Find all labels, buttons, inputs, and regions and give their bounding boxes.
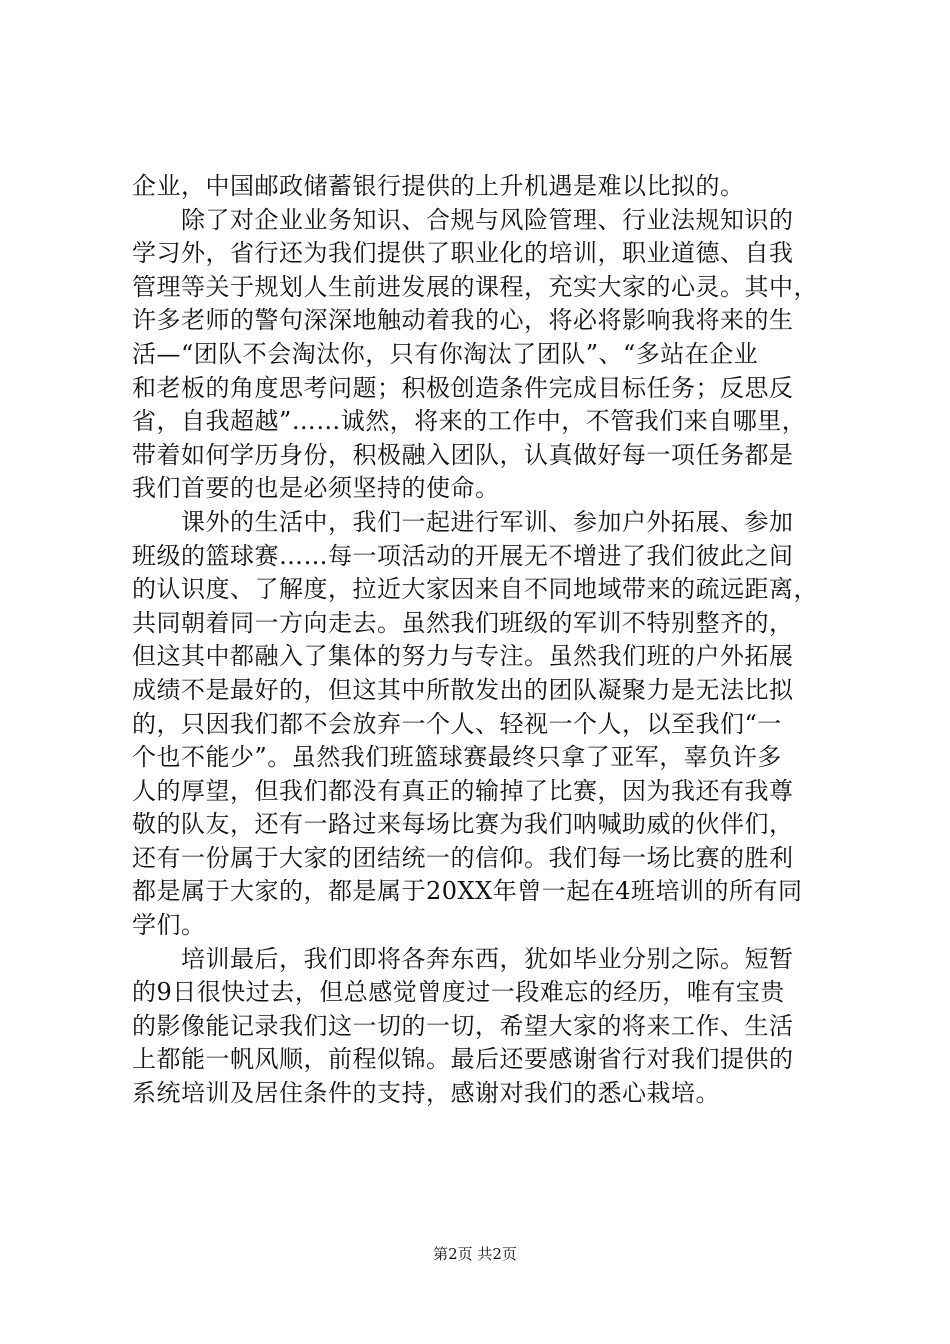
text-line: 省，自我超越”……诚然，将来的工作中，不管我们来自哪里，	[132, 407, 807, 436]
text-line: 学们。	[132, 911, 206, 940]
document-body	[132, 170, 832, 1111]
text-line: 培训最后，我们即将各奔东西，犹如毕业分别之际。短暂	[132, 944, 794, 973]
text-line: 成绩不是最好的，但这其中所散发出的团队凝聚力是无法比拟	[132, 675, 794, 704]
text-line: 企业，中国邮政储蓄银行提供的上升机遇是难以比拟的。	[132, 172, 745, 200]
text-line: 我们首要的也是必须坚持的使命。	[132, 474, 500, 503]
text-line: 系统培训及居住条件的支持，感谢对我们的悉心栽培。	[132, 1079, 720, 1108]
text-line: 敬的队友，还有一路过来每场比赛为我们呐喊助威的伙伴们，	[132, 810, 794, 839]
text-line: 学习外，省行还为我们提供了职业化的培训，职业道德、自我	[132, 239, 794, 268]
text-line: 活—“团队不会淘汰你，只有你淘汰了团队”、“多站在企业	[132, 339, 759, 368]
text-line: 的认识度、了解度，拉近大家因来自不同地域带来的疏远距离，	[132, 575, 818, 604]
text-line: 的，只因我们都不会放弃一个人、轻视一个人，以至我们“一	[132, 709, 782, 738]
text-line: 上都能一帆风顺，前程似锦。最后还要感谢省行对我们提供的	[132, 1045, 794, 1074]
text-line: 共同朝着同一方向走去。虽然我们班级的军训不特别整齐的，	[132, 608, 794, 637]
text-line: 除了对企业业务知识、合规与风险管理、行业法规知识的	[132, 205, 794, 234]
text-line: 个也不能少”。虽然我们班篮球赛最终只拿了亚军，辜负许多	[132, 743, 782, 772]
text-line: 还有一份属于大家的团结统一的信仰。我们每一场比赛的胜利	[132, 843, 794, 872]
text-line: 带着如何学历身份，积极融入团队，认真做好每一项任务都是	[132, 440, 794, 469]
text-line: 管理等关于规划人生前进发展的课程，充实大家的心灵。其中，	[132, 272, 818, 301]
text-line: 班级的篮球赛……每一项活动的开展无不增进了我们彼此之间	[132, 541, 794, 570]
text-line: 但这其中都融入了集体的努力与专注。虽然我们班的户外拓展	[132, 642, 794, 671]
text-line: 和老板的角度思考问题；积极创造条件完成目标任务；反思反	[132, 373, 794, 402]
text-line: 的影像能记录我们这一切的一切，希望大家的将来工作、生活	[132, 1011, 794, 1040]
page-number-footer: 第2页 共2页	[433, 1245, 517, 1263]
text-line: 许多老师的警句深深地触动着我的心，将必将影响我将来的生	[132, 306, 794, 335]
text-line: 人的厚望，但我们都没有真正的输掉了比赛，因为我还有我尊	[132, 776, 794, 805]
text-line: 都是属于大家的，都是属于20XX年曾一起在4班培训的所有同	[132, 877, 803, 906]
text-line: 课外的生活中，我们一起进行军训、参加户外拓展、参加	[132, 507, 794, 536]
text-line: 的9日很快过去，但总感觉曾度过一段难忘的经历，唯有宝贵	[132, 978, 785, 1007]
